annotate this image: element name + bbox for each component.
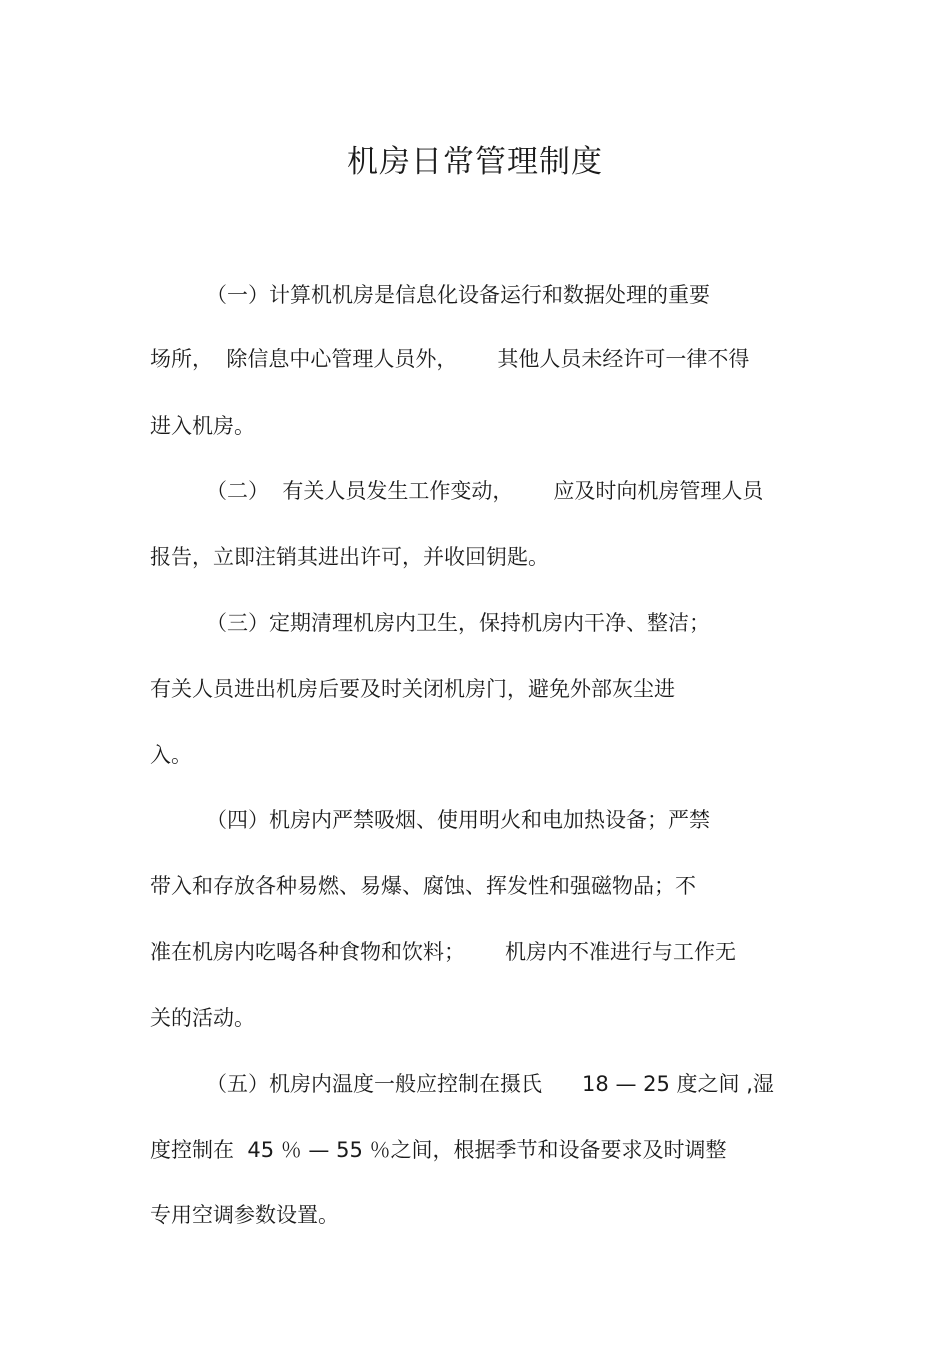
- paragraph-4-line-3: 准在机房内吃喝各种食物和饮料； 机房内不准进行与工作无: [150, 940, 737, 964]
- paragraph-2-line-2: 报告，立即注销其进出许可，并收回钥匙。: [150, 545, 549, 569]
- paragraph-2-line-1: （二） 有关人员发生工作变动， 应及时向机房管理人员: [206, 479, 764, 503]
- paragraph-4-line-2: 带入和存放各种易燃、易爆、腐蚀、挥发性和强磁物品；不: [150, 874, 696, 898]
- paragraph-3-line-1: （三）定期清理机房内卫生，保持机房内干净、整洁；: [206, 611, 710, 635]
- paragraph-1-line-3: 进入机房。: [150, 414, 255, 438]
- paragraph-5-line-3: 专用空调参数设置。: [150, 1203, 339, 1227]
- paragraph-5-line-2: 度控制在 45 ％ — 55 ％之间，根据季节和设备要求及时调整: [150, 1138, 727, 1162]
- paragraph-4-line-1: （四）机房内严禁吸烟、使用明火和电加热设备；严禁: [206, 808, 710, 832]
- paragraph-5-line-1: （五）机房内温度一般应控制在摄氏 18 — 25 度之间 ,湿: [206, 1072, 774, 1096]
- paragraph-4-line-4: 关的活动。: [150, 1006, 255, 1030]
- document-title: 机房日常管理制度: [347, 144, 603, 180]
- paragraph-1-line-2: 场所， 除信息中心管理人员外， 其他人员未经许可一律不得: [150, 347, 750, 371]
- paragraph-3-line-3: 入。: [150, 743, 192, 767]
- paragraph-3-line-2: 有关人员进出机房后要及时关闭机房门，避免外部灰尘进: [150, 677, 675, 701]
- paragraph-1-line-1: （一）计算机机房是信息化设备运行和数据处理的重要: [206, 283, 710, 307]
